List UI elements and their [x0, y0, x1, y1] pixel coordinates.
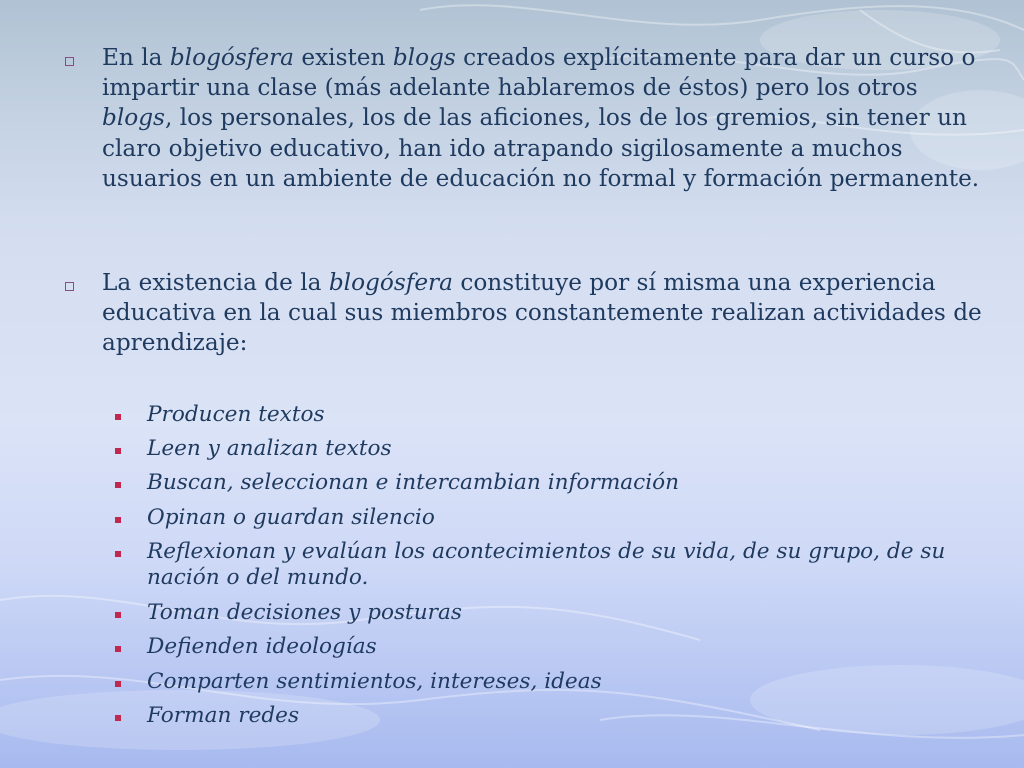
bullet-filled-square-icon — [115, 646, 121, 652]
paragraph-2-segment: La existencia de la — [102, 269, 329, 296]
paragraph-1-segment-italic: blogs — [392, 44, 456, 71]
bullet-filled-square-icon — [115, 715, 121, 721]
paragraph-2-segment-italic: blogósfera — [328, 269, 453, 296]
bullet-filled-square-icon — [115, 551, 121, 557]
sub-list-item: Leen y analizan textos — [147, 436, 392, 461]
paragraph-1 — [102, 43, 992, 194]
paragraph-2-segment: constituye por sí misma una experiencia educativa en la cual sus miembros constantemente realizan actividades de aprendizaje: — [102, 269, 982, 357]
paragraph-1-segment-italic: blogósfera — [169, 44, 294, 71]
paragraph-2 — [102, 268, 992, 359]
sub-list-item: Reflexionan y evalúan los acontecimientos de su vida, de su grupo, de su nación o del mundo. — [147, 539, 946, 590]
bullet-filled-square-icon — [115, 448, 121, 454]
sub-list-item: Toman decisiones y posturas — [147, 600, 462, 625]
sub-list-item: Forman redes — [147, 703, 300, 728]
sub-list-item: Comparten sentimientos, intereses, ideas — [147, 669, 602, 694]
bullet-hollow-square-icon — [65, 282, 74, 291]
paragraph-1-segment: , los personales, los de las aficiones, los de los gremios, sin tener un claro objetivo educativo, han ido atrapando sigilosamente a muchos usuarios en un ambiente de educación no formal y formación permanente. — [102, 104, 980, 192]
paragraph-1-segment: existen — [293, 44, 393, 71]
paragraph-1-segment: creados explícitamente para dar un curso o impartir una clase (más adelante hablaremos de éstos) pero los otros — [102, 44, 976, 102]
bullet-filled-square-icon — [115, 681, 121, 687]
paragraph-1-segment-italic: blogs — [102, 104, 165, 132]
bullet-filled-square-icon — [115, 482, 121, 488]
bullet-filled-square-icon — [115, 612, 121, 618]
sub-list-item: Producen textos — [147, 402, 325, 427]
bullet-filled-square-icon — [115, 414, 121, 420]
sub-list-item: Buscan, seleccionan e intercambian información — [147, 470, 680, 495]
sub-list-item: Opinan o guardan silencio — [147, 505, 435, 530]
sub-list-item: Defienden ideologías — [147, 634, 377, 659]
bullet-hollow-square-icon — [65, 57, 74, 66]
paragraph-1-segment: En la — [102, 44, 170, 71]
bullet-filled-square-icon — [115, 517, 121, 523]
